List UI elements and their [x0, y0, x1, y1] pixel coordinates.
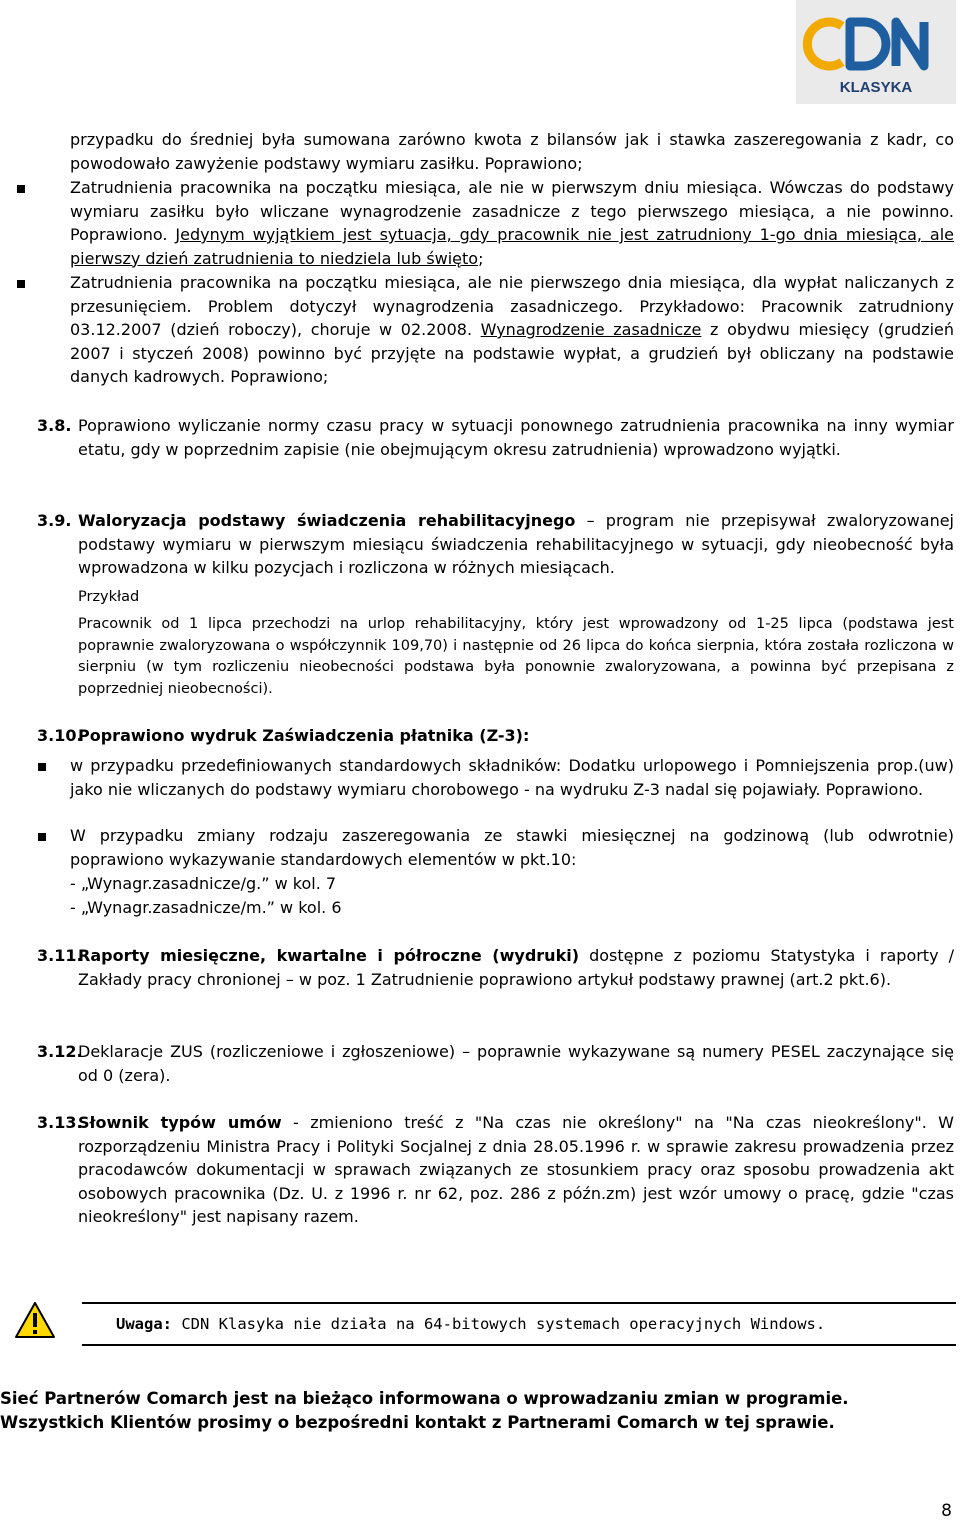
- section-3-11-text: dostępne z poziomu Statystyka i raporty / Zakłady pracy chronionej – w poz. 1 Zatrudnienie poprawiono artykuł podstawy prawnej (art.2 pkt.6).: [78, 946, 955, 989]
- intro-text: przypadku do średniej była sumowana zarówno kwota z bilansów jak i stawka zaszeregowania z kadr, co powodowało zawyżenie podstawy wymiaru zasiłku. Poprawiono;: [70, 130, 954, 173]
- section-3-13: [78, 1111, 954, 1229]
- section-3-10-line-1: [70, 872, 954, 896]
- bullet-2-text-b: z obydwu miesięcy (grudzień 2007 i styczeń 2008) powinno być przyjęte na podstawie wypłat, a grudzień był obliczany na podstawie danych kadrowych. Poprawiono;: [70, 320, 954, 386]
- warning-label: Uwaga:: [116, 1315, 172, 1333]
- section-3-10: [78, 724, 954, 748]
- section-3-9-text: – program nie przepisywał zwaloryzowanej podstawy wymiaru w pierwszym miesiącu świadczenia rehabilitacyjnego w sytuacji, gdy nieobecność była wprowadzona w kilku pozycjach i rozliczona w różnych miesiącach.: [78, 511, 954, 577]
- section-number: 3.10.: [37, 726, 83, 745]
- section-3-10-bullet-1: [70, 754, 954, 801]
- section-number: 3.12.: [37, 1042, 83, 1061]
- section-3-10-bullet-1-text: w przypadku przedefiniowanych standardowych składników: Dodatku urlopowego i Pomniejszenia prop.(uw) jako nie wliczanych do podstawy wymiaru chorobowego - na wydruku Z-3 nadal się pojawiały. Poprawiono.: [70, 756, 954, 799]
- example-label-text: Przykład: [78, 589, 140, 605]
- section-3-10-title: Poprawiono wydruk Zaświadczenia płatnika (Z-3):: [78, 726, 530, 745]
- section-3-12-text: Deklaracje ZUS (rozliczeniowe i zgłoszeniowe) – poprawnie wykazywane są numery PESEL zaczynające się od 0 (zera).: [78, 1042, 954, 1085]
- section-3-10-bullet-2-text: W przypadku zmiany rodzaju zaszeregowania ze stawki miesięcznej na godzinową (lub odwrotnie) poprawiono wykazywanie standardowych elementów w pkt.10:: [70, 826, 954, 869]
- bullet-item-1: [70, 176, 954, 270]
- example-body: Pracownik od 1 lipca przechodzi na urlop rehabilitacyjny, który jest wprowadzony od 1-25 lipca (podstawa jest poprawnie zwaloryzowana o współczynnik 109,70) i następnie od 26 lipca do końca sierpnia, która została rozliczona w sierpniu (w tym rozliczeniu nieobecności podstawa była ponownie zwaloryzowana, a powinna być przepisana z poprzedniej nieobecności).: [78, 616, 954, 697]
- example-text: [78, 614, 954, 700]
- section-number: 3.13.: [37, 1113, 83, 1132]
- bullet-item-2: [70, 271, 954, 389]
- bullet-icon: [38, 833, 46, 841]
- bullet-1-underlined: Jedynym wyjątkiem jest sytuacja, gdy pracownik nie jest zatrudniony 1-go dnia miesiąca, ale pierwszy dzień zatrudnienia to niedziela lub święto: [70, 225, 954, 268]
- divider: [82, 1302, 956, 1304]
- section-3-9-title: Waloryzacja podstawy świadczenia rehabilitacyjnego: [78, 511, 576, 530]
- section-3-10-bullet-2: [70, 824, 954, 871]
- warning-text: CDN Klasyka nie działa na 64-bitowych systemach operacyjnych Windows.: [172, 1315, 826, 1333]
- bullet-2-underlined: Wynagrodzenie zasadnicze: [480, 320, 702, 339]
- bullet-1-end: ;: [478, 248, 484, 268]
- warning-icon: [14, 1300, 56, 1347]
- bullet-icon: [17, 185, 25, 193]
- bullet-icon: [17, 280, 25, 288]
- footer-line-1: Sieć Partnerów Comarch jest na bieżąco informowana o wprowadzaniu zmian w programie.: [0, 1389, 849, 1408]
- section-3-13-title: Słownik typów umów: [78, 1113, 282, 1132]
- logo-subtitle: KLASYKA: [839, 79, 913, 96]
- line-1-text: - „Wynagr.zasadnicze/g.” w kol. 7: [70, 874, 337, 893]
- warning-message: [116, 1313, 825, 1337]
- section-3-13-text: - zmieniono treść z "Na czas nie określony" na "Na czas nieokreślony". W rozporządzeniu Ministra Pracy i Polityki Socjalnej z dnia 28.05.1996 r. w sprawie zakresu prowadzenia przez pracodawców dokumentacji w sprawach związanych ze stosunkiem pracy oraz sposobu prowadzenia akt osobowych pracownika (Dz. U. z 1996 r. nr 62, poz. 286 z późn.zm) jest wzór umowy o pracę, gdzie "czas nieokreślony" jest napisany razem.: [78, 1113, 954, 1226]
- intro-paragraph: [70, 128, 954, 175]
- section-number: 3.9.: [37, 511, 72, 530]
- page-number: 8: [941, 1501, 952, 1521]
- line-2-text: - „Wynagr.zasadnicze/m.” w kol. 6: [70, 898, 342, 917]
- footer-line-2: Wszystkich Klientów prosimy o bezpośredni kontakt z Partnerami Comarch w tej sprawie.: [0, 1413, 835, 1432]
- section-3-10-line-2: [70, 896, 954, 920]
- section-3-8-text: Poprawiono wyliczanie normy czasu pracy w sytuacji ponownego zatrudnienia pracownika na inny wymiar etatu, gdy w poprzednim zapisie (nie obejmującym okresu zatrudnienia) wprowadzono wyjątki.: [78, 416, 954, 459]
- section-3-9: [78, 509, 954, 580]
- bullet-icon: [38, 763, 46, 771]
- section-3-11-title: Raporty miesięczne, kwartalne i półroczne (wydruki): [78, 946, 580, 965]
- section-number: 3.11.: [37, 946, 83, 965]
- section-3-12: [78, 1040, 954, 1087]
- section-3-11: [78, 944, 954, 991]
- section-3-8: [78, 414, 954, 461]
- bullet-2-text: Zatrudnienia pracownika na początku miesiąca, ale nie pierwszego dnia miesiąca, dla wypłat naliczanych z przesunięciem. Problem dotyczył wynagrodzenia zasadniczego. Przykładowo: Pracownik zatrudniony 03.12.2007 (dzień roboczy), choruje w 02.2008.: [70, 273, 954, 339]
- example-label: [78, 587, 954, 609]
- section-number: 3.8.: [37, 416, 72, 435]
- bullet-1-text: Zatrudnienia pracownika na początku miesiąca, ale nie w pierwszym dniu miesiąca. Wówczas do podstawy wymiaru zasiłku było wliczane wynagrodzenie zasadnicze z tego pierwszego miesiąca, a nie powinno. Poprawiono.: [70, 178, 954, 244]
- divider: [82, 1344, 956, 1346]
- cdn-klasyka-logo: [796, 0, 956, 104]
